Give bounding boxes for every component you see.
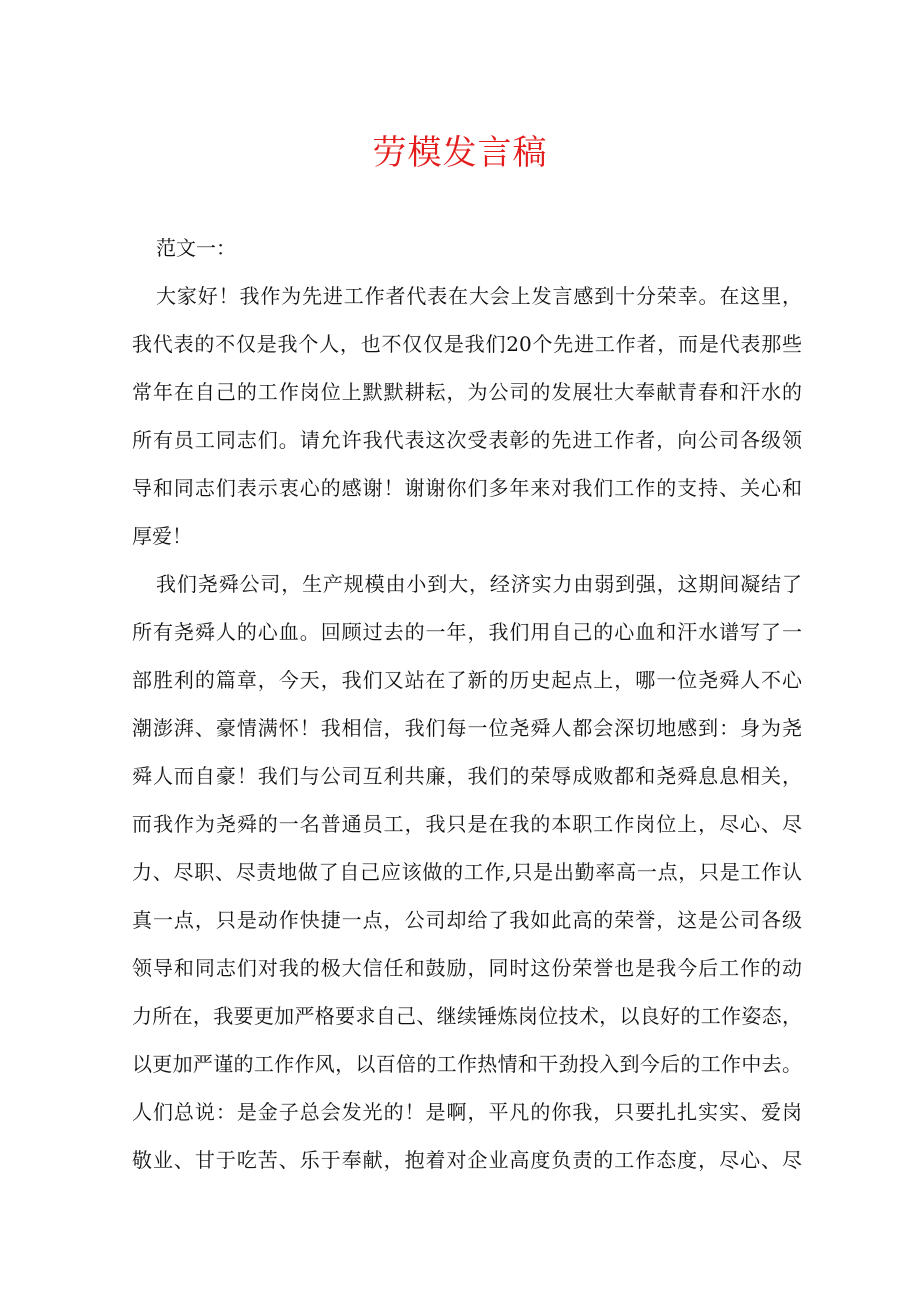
text-line: 导和同志们表示衷心的感谢！谢谢你们多年来对我们工作的支持、关心和 xyxy=(132,476,802,500)
text-line: 常年在自己的工作岗位上默默耕耘，为公司的发展壮大奉献青春和汗水的 xyxy=(132,380,802,404)
text-line: 所有尧舜人的心血。回顾过去的一年，我们用自己的心血和汗水谱写了一 xyxy=(132,620,802,644)
text-line: 舜人而自豪！我们与公司互利共廉，我们的荣辱成败都和尧舜息息相关， xyxy=(132,764,802,788)
text-line: 所有员工同志们。请允许我代表这次受表彰的先进工作者，向公司各级领 xyxy=(132,428,802,452)
text-line: 真一点，只是动作快捷一点，公司却给了我如此高的荣誉，这是公司各级 xyxy=(132,908,802,932)
text-line: 范文一： xyxy=(156,236,236,260)
text-line: 敬业、甘于吃苦、乐于奉献，抱着对企业高度负责的工作态度，尽心、尽 xyxy=(132,1148,802,1172)
text-line: 我代表的不仅是我个人，也不仅仅是我们20个先进工作者，而是代表那些 xyxy=(132,332,802,356)
text-line: 而我作为尧舜的一名普通员工，我只是在我的本职工作岗位上，尽心、尽 xyxy=(132,812,802,836)
text-line: 力所在，我要更加严格要求自己、继续锤炼岗位技术，以良好的工作姿态， xyxy=(132,1004,802,1028)
text-line: 大家好！我作为先进工作者代表在大会上发言感到十分荣幸。在这里， xyxy=(156,284,802,308)
text-line: 厚爱！ xyxy=(132,524,192,548)
document-title: 劳模发言稿 xyxy=(372,133,548,173)
text-line: 领导和同志们对我的极大信任和鼓励，同时这份荣誉也是我今后工作的动 xyxy=(132,956,802,980)
text-line: 潮澎湃、豪情满怀！我相信，我们每一位尧舜人都会深切地感到：身为尧 xyxy=(132,716,802,740)
document-body xyxy=(132,224,802,1184)
text-line: 部胜利的篇章，今天，我们又站在了新的历史起点上，哪一位尧舜人不心 xyxy=(132,668,802,692)
text-line: 力、尽职、尽责地做了自己应该做的工作,只是出勤率高一点，只是工作认 xyxy=(132,860,802,884)
text-line: 人们总说：是金子总会发光的！是啊，平凡的你我，只要扎扎实实、爱岗 xyxy=(132,1100,802,1124)
text-line: 以更加严谨的工作作风，以百倍的工作热情和干劲投入到今后的工作中去。 xyxy=(132,1052,802,1076)
text-line: 我们尧舜公司，生产规模由小到大，经济实力由弱到强，这期间凝结了 xyxy=(156,572,802,596)
